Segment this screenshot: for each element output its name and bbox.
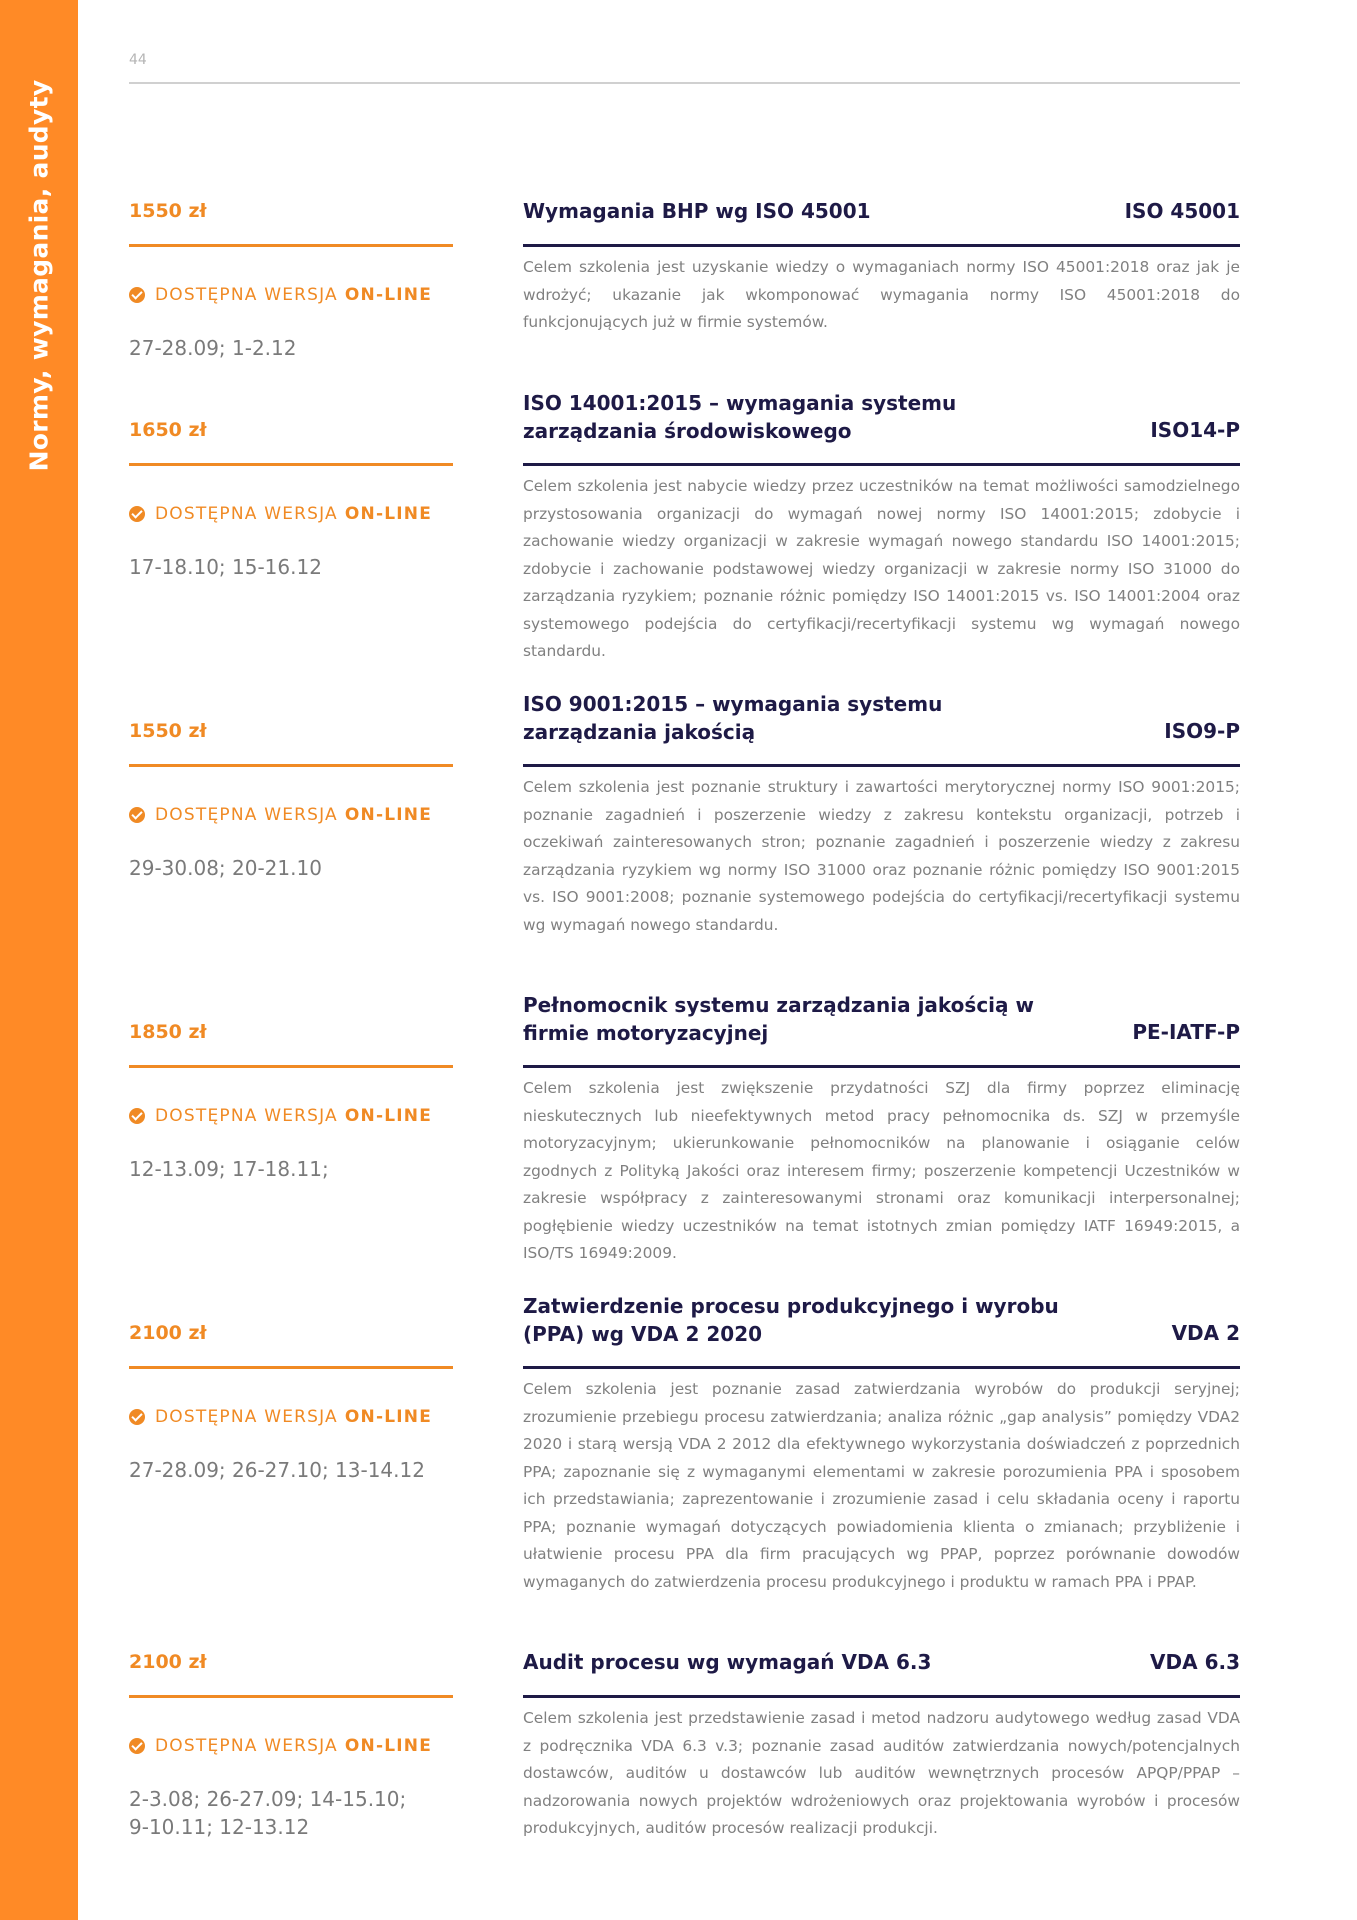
course-price: 1550 zł xyxy=(129,720,207,742)
page-number: 44 xyxy=(129,52,147,68)
course-code: ISO14-P xyxy=(1150,418,1240,442)
online-label: DOSTĘPNA WERSJA xyxy=(155,1407,338,1427)
course-price: 1650 zł xyxy=(129,419,207,441)
online-label-strong: ON-LINE xyxy=(344,285,433,305)
course-price: 1550 zł xyxy=(129,200,207,222)
check-circle-icon xyxy=(129,1409,145,1425)
title-divider xyxy=(523,1695,1240,1698)
check-circle-icon xyxy=(129,1108,145,1124)
course-description: Celem szkolenia jest poznanie zasad zatwierdzania wyrobów do produkcji seryjnej; zrozumienie przebiegu procesu zatwierdzania; analiza różnic „gap analysis” pomiędzy VDA2 2020 i starą wersją VDA 2 2012 dla efektywnego wykorzystania doświadczeń z poprzednich PPA; zapoznanie się z wymaganymi elementami w zakresie porozumienia PPA i sposobem ich przedstawiania; zaprezentowanie i zrozumienie zasad i celu składania oceny i raportu PPA; poznanie wymagań dotyczących powiadomienia klienta o zmianach; przybliżenie i ułatwienie procesu PPA dla firm pracujących wg PPAP, poprzez porównanie dowodów wymaganych do zatwierdzenia procesu produkcyjnego i produktu w ramach PPA i PPAP. xyxy=(523,1380,1240,1591)
course-title: Zatwierdzenie procesu produkcyjnego i wyrobu (PPA) wg VDA 2 2020 xyxy=(523,1294,1059,1346)
course-dates: 17-18.10; 15-16.12 xyxy=(129,555,322,579)
course-dates: 12-13.09; 17-18.11; xyxy=(129,1157,329,1181)
price-divider xyxy=(129,1366,453,1369)
course-description: Celem szkolenia jest nabycie wiedzy przez uczestników na temat możliwości samodzielnego przystosowania organizacji do wymagań nowej normy ISO 14001:2015; zdobycie i zachowanie wiedzy organizacji w zakresie wymagań nowego standardu ISO 14001:2015; zdobycie i zachowanie podstawowej wiedzy organizacji w zakresie normy ISO 31000 do zarządzania ryzykiem; poznanie różnic pomiędzy ISO 14001:2015 vs. ISO 14001:2004 oraz systemowego podejścia do certyfikacji/recertyfikacji systemu wg wymagań nowego standardu. xyxy=(523,477,1240,660)
price-divider xyxy=(129,1065,453,1068)
online-label: DOSTĘPNA WERSJA xyxy=(155,1106,338,1126)
online-badge xyxy=(129,803,432,827)
title-divider xyxy=(523,463,1240,466)
online-label: DOSTĘPNA WERSJA xyxy=(155,285,338,305)
course-description: Celem szkolenia jest zwiększenie przydatności SZJ dla firmy poprzez eliminację nieskutecznych lub nieefektywnych metod pracy pełnomocnika ds. SZJ w przemyśle motoryzacyjnym; ukierunkowanie pełnomocników na planowanie i osiąganie celów zgodnych z Polityką Jakości oraz interesem firmy; poszerzenie kompetencji Uczestników w zakresie współpracy z zainteresowanymi stronami oraz komunikacji interpersonalnej; pogłębienie wiedzy uczestników na temat istotnych zmian pomiędzy IATF 16949:2015, a ISO/TS 16949:2009. xyxy=(523,1079,1240,1262)
course-code: VDA 2 xyxy=(1171,1321,1240,1345)
course-code: VDA 6.3 xyxy=(1150,1650,1240,1674)
check-circle-icon xyxy=(129,287,145,303)
course-description: Celem szkolenia jest przedstawienie zasad i metod nadzoru audytowego według zasad VDA z podręcznika VDA 6.3 v.3; poznanie zasad auditów zatwierdzania nowych/potencjalnych dostawców, auditów u dostawców lub auditów wewnętrznych procesów APQP/PPAP – nadzorowania nowych projektów wdrożeniowych oraz projektowania wyrobów i procesów produkcyjnych, auditów procesów realizacji produkcji. xyxy=(523,1709,1240,1837)
title-divider xyxy=(523,1065,1240,1068)
course-dates: 2-3.08; 26-27.09; 14-15.10; 9-10.11; 12-13.12 xyxy=(129,1787,407,1839)
online-label: DOSTĘPNA WERSJA xyxy=(155,1736,338,1756)
online-label-strong: ON-LINE xyxy=(344,1407,433,1427)
online-label-strong: ON-LINE xyxy=(344,504,433,524)
course-title: Audit procesu wg wymagań VDA 6.3 xyxy=(523,1650,932,1674)
section-side-title xyxy=(0,80,78,470)
course-title: Wymagania BHP wg ISO 45001 xyxy=(523,199,871,223)
course-title: Pełnomocnik systemu zarządzania jakością w firmie motoryzacyjnej xyxy=(523,993,1034,1045)
online-label: DOSTĘPNA WERSJA xyxy=(155,504,338,524)
course-title: ISO 9001:2015 – wymagania systemu zarządzania jakością xyxy=(523,692,943,744)
price-divider xyxy=(129,1695,453,1698)
course-dates: 27-28.09; 26-27.10; 13-14.12 xyxy=(129,1458,425,1482)
course-price: 2100 zł xyxy=(129,1322,207,1344)
online-badge xyxy=(129,502,432,526)
course-dates: 29-30.08; 20-21.10 xyxy=(129,856,322,880)
price-divider xyxy=(129,463,453,466)
title-divider xyxy=(523,244,1240,247)
online-badge xyxy=(129,1405,432,1429)
title-divider xyxy=(523,764,1240,767)
course-title: ISO 14001:2015 – wymagania systemu zarządzania środowiskowego xyxy=(523,391,957,443)
online-label-strong: ON-LINE xyxy=(344,805,433,825)
course-dates: 27-28.09; 1-2.12 xyxy=(129,336,297,360)
online-badge xyxy=(129,283,432,307)
course-description: Celem szkolenia jest uzyskanie wiedzy o wymaganiach normy ISO 45001:2018 oraz jak je wdrożyć; ukazanie jak wkomponować wymagania normy ISO 45001:2018 do funkcjonujących już w firmie systemów. xyxy=(523,258,1240,331)
course-price: 1850 zł xyxy=(129,1021,207,1043)
course-description: Celem szkolenia jest poznanie struktury i zawartości merytorycznej normy ISO 9001:2015; poznanie zagadnień i poszerzenie wiedzy z zakresu kontekstu organizacji, potrzeb i oczekiwań zainteresowanych stron; poznanie zagadnień i poszerzenie wiedzy z zakresu zarządzania ryzykiem wg normy ISO 31000 oraz poznanie różnic pomiędzy ISO 9001:2015 vs. ISO 9001:2008; poznanie systemowego podejścia do certyfikacji/recertyfikacji systemu wg wymagań nowego standardu. xyxy=(523,778,1240,934)
check-circle-icon xyxy=(129,506,145,522)
price-divider xyxy=(129,244,453,247)
section-side-title-text: Normy, wymagania, audyty xyxy=(24,79,54,471)
online-badge xyxy=(129,1734,432,1758)
course-code: PE-IATF-P xyxy=(1132,1020,1240,1044)
online-label-strong: ON-LINE xyxy=(344,1106,433,1126)
top-divider xyxy=(129,82,1240,84)
check-circle-icon xyxy=(129,807,145,823)
check-circle-icon xyxy=(129,1738,145,1754)
online-label: DOSTĘPNA WERSJA xyxy=(155,805,338,825)
course-price: 2100 zł xyxy=(129,1651,207,1673)
online-label-strong: ON-LINE xyxy=(344,1736,433,1756)
price-divider xyxy=(129,764,453,767)
title-divider xyxy=(523,1366,1240,1369)
online-badge xyxy=(129,1104,432,1128)
course-code: ISO 45001 xyxy=(1124,199,1240,223)
course-code: ISO9-P xyxy=(1164,719,1240,743)
